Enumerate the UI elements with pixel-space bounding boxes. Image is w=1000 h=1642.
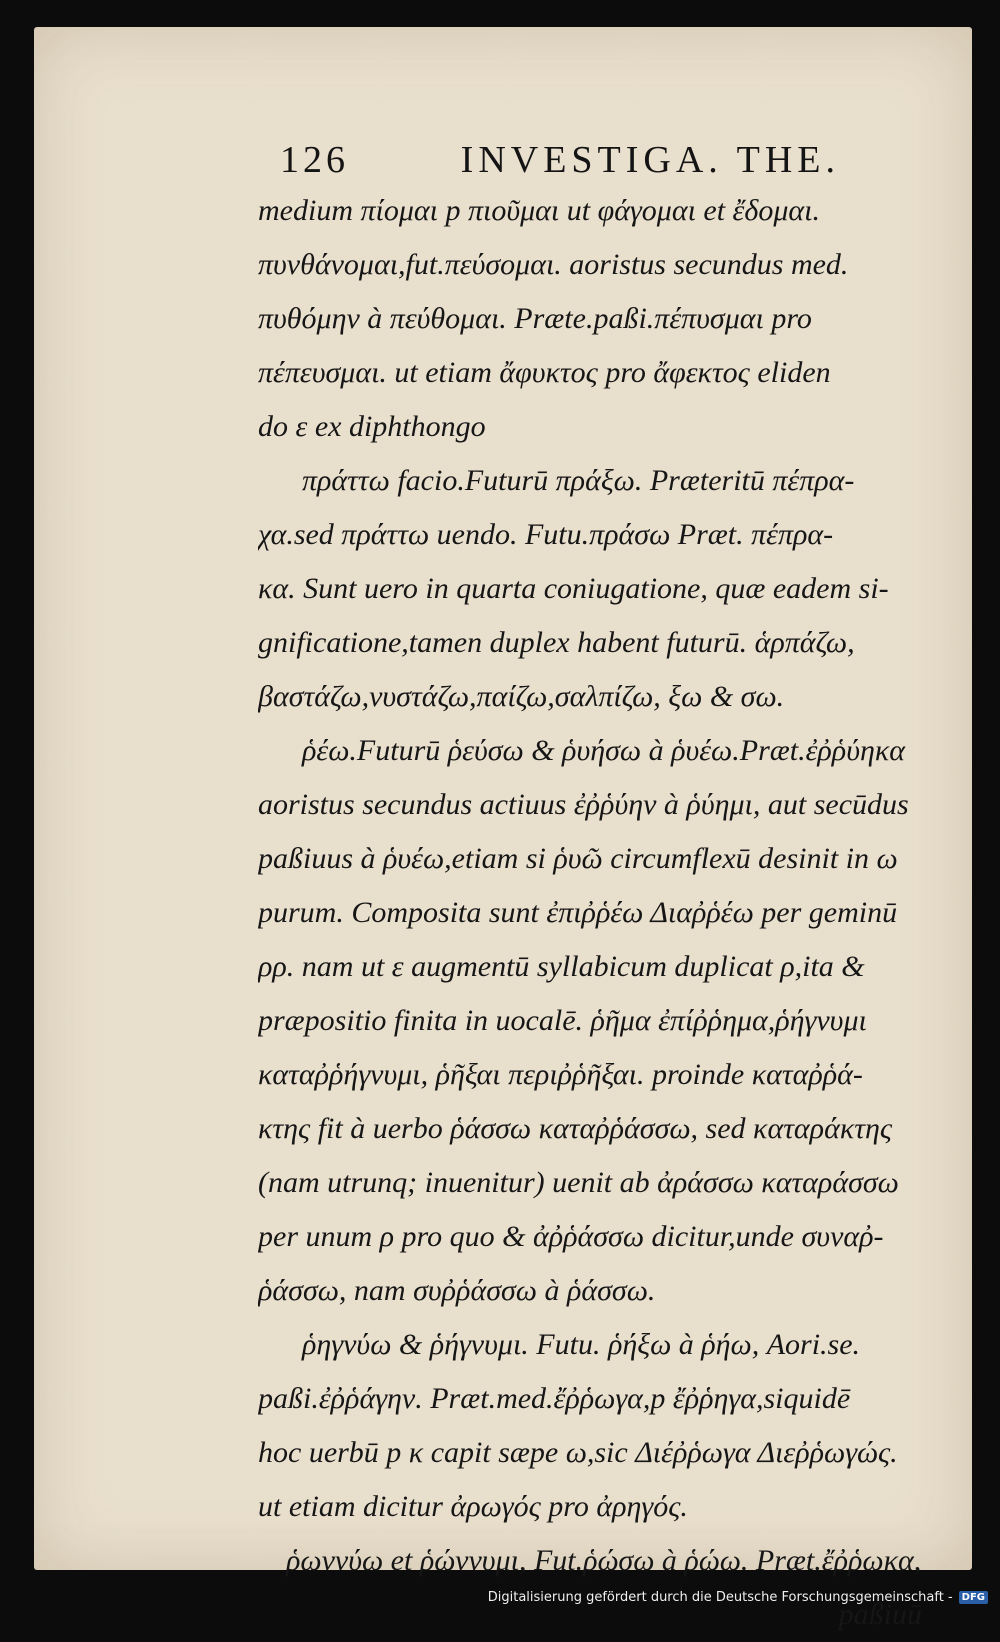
- text-line: medium πίομαι p πιοῦμαι ut φάγομαι et ἔδομαι.: [258, 194, 820, 227]
- text-line: purum. Composita sunt ἐπιῤῥέω Διαῤῥέω per geminū: [258, 896, 898, 929]
- text-line: per unum ρ pro quo & ἀῤῥάσσω dicitur,unde συναῤ-: [258, 1220, 884, 1253]
- text-line: ῥηγνύω & ῥήγνυμι. Futu. ῥήξω à ῥήω, Aori.se.: [302, 1328, 861, 1361]
- text-line: κτης fit à uerbo ῥάσσω καταῤῥάσσω, sed καταράκτης: [258, 1112, 893, 1145]
- text-line: hoc uerbū p κ capit sæpe ω,sic Διέῤῥωγα Διεῤῥωγώς.: [258, 1436, 898, 1469]
- text-line: do ε ex diphthongo: [258, 410, 486, 443]
- text-line: aoristus secundus actiuus ἐῤῥύην à ῥύημι, aut secūdus: [258, 788, 909, 821]
- page-number: 126: [280, 139, 349, 181]
- text-line: κα. Sunt uero in quarta coniugatione, quæ eadem si-: [258, 572, 889, 605]
- body-text: [258, 184, 922, 1642]
- text-line: πράττω facio.Futurū πράξω. Præteritū πέπρα-: [302, 464, 855, 497]
- text-line: χα.sed πράττω uendo. Futu.πράσω Præt. πέπρα-: [258, 518, 834, 551]
- text-line: ῥέω.Futurū ῥεύσω & ῥυήσω à ῥυέω.Præt.ἐῤῥύηκα: [302, 734, 906, 767]
- running-title: INVESTIGA. THE.: [460, 139, 840, 181]
- text-line: ut etiam dicitur ἀρωγός pro ἀρηγός.: [258, 1490, 688, 1523]
- digitization-footer: [0, 1582, 1000, 1612]
- text-line: paßi.ἐῤῥάγην. Præt.med.ἔῤῥωγα,p ἔῤῥηγα,siquidē: [258, 1382, 851, 1415]
- text-line: ρρ. nam ut ε augmentū syllabicum duplicat ρ,ita &: [258, 950, 865, 983]
- text-line: (nam utrunq; inuenitur) uenit ab ἀράσσω καταράσσω: [258, 1166, 899, 1199]
- dfg-logo: DFG: [959, 1591, 988, 1604]
- credit-text: Digitalisierung gefördert durch die Deutsche Forschungsgemeinschaft -: [487, 1589, 953, 1605]
- text-line: ῥάσσω, nam συῤῥάσσω à ῥάσσω.: [258, 1274, 656, 1307]
- text-line: βαστάζω,νυστάζω,παίζω,σαλπίζω, ξω & σω.: [258, 680, 785, 713]
- text-line: πυνθάνομαι,fut.πεύσομαι. aoristus secundus med.: [258, 248, 849, 281]
- text-line: καταῤῥήγνυμι, ῥῆξαι περιῤῥῆξαι. proinde καταῤῥά-: [258, 1058, 863, 1091]
- text-line: paßiuus à ῥυέω,etiam si ῥυῶ circumflexū desinit in ω: [258, 842, 898, 875]
- text-line: πυθόμην à πεύθομαι. Præte.paßi.πέπυσμαι pro: [258, 302, 812, 335]
- text-line: præpositio finita in uocalē. ῥῆμα ἐπίῤῥημα,ῥήγνυμι: [258, 1004, 867, 1037]
- page-header: [280, 138, 840, 182]
- text-line: ῥωννύω et ῥώννυμι, Fut.ῥώσω à ῥώω. Præt.ἔῤῥωκα,: [286, 1544, 922, 1577]
- text-line: gnificatione,tamen duplex habent futurū. ἁρπάζω,: [258, 626, 855, 659]
- catchword: paßiuū: [838, 1598, 922, 1631]
- text-line: πέπευσμαι. ut etiam ἄφυκτος pro ἄφεκτος eliden: [258, 356, 831, 389]
